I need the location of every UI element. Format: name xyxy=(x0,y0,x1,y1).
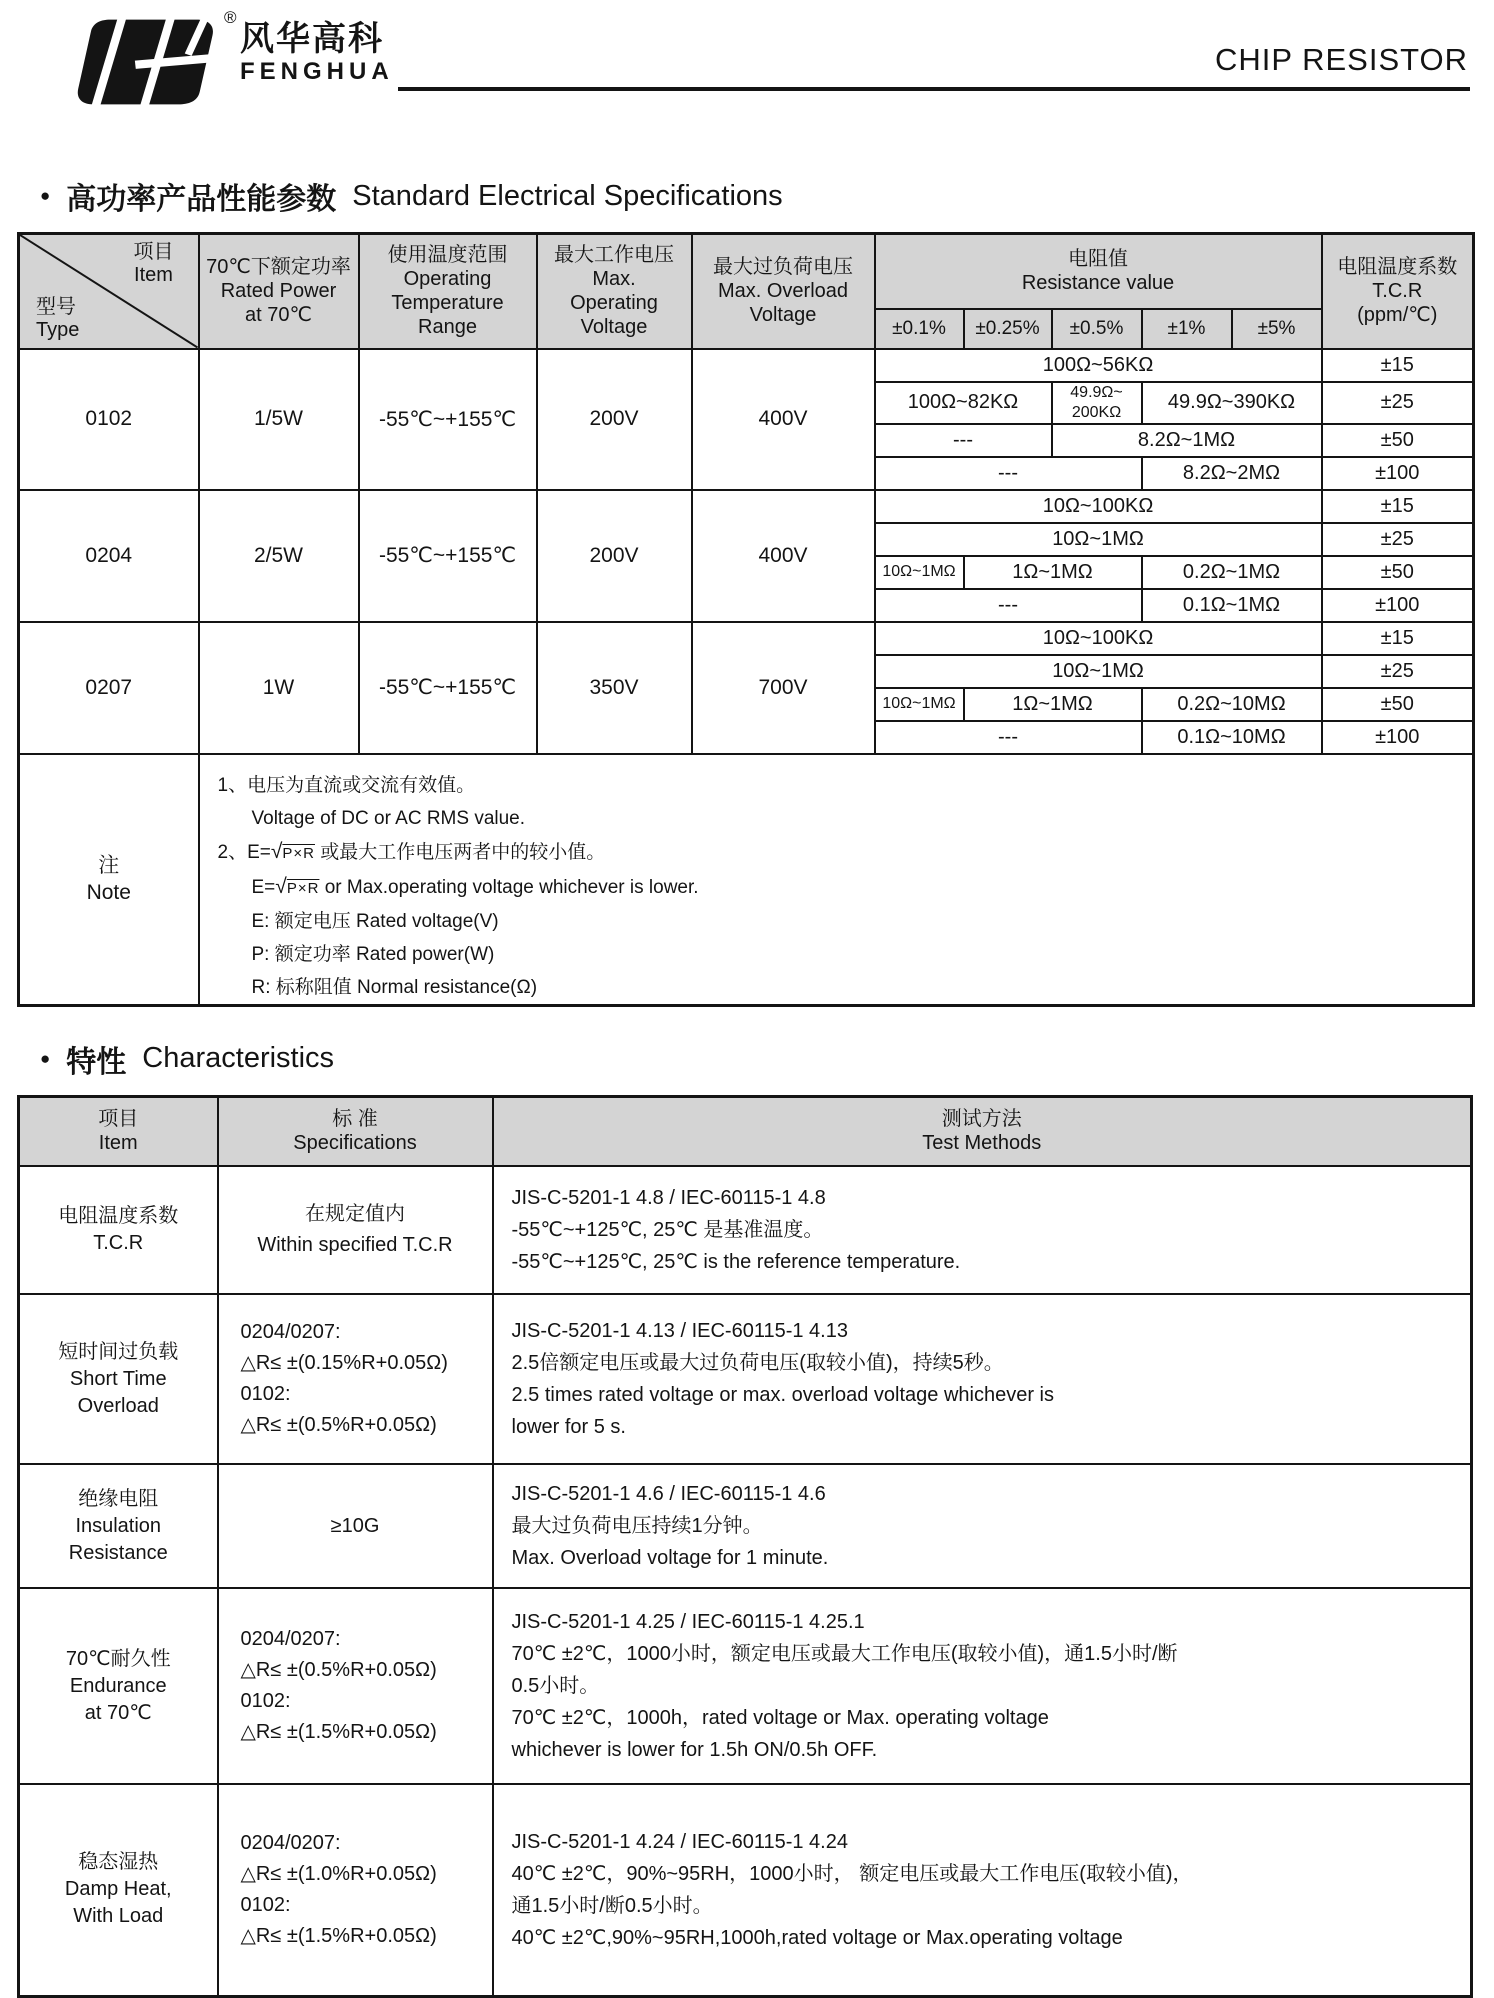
brand-name-cn: 风华高科 xyxy=(240,20,384,58)
max-overload-voltage-cell: 400V xyxy=(692,349,875,490)
header-tolerance-1: ±1% xyxy=(1142,309,1232,349)
header-tolerance-5: ±5% xyxy=(1232,309,1322,349)
char-section-title xyxy=(40,1037,1494,1081)
method-line: JIS-C-5201-1 4.25 / IEC-60115-1 4.25.1 xyxy=(511,1611,865,1633)
resistance-range-cell: 1Ω~1MΩ xyxy=(964,688,1142,721)
header-resistance-value: 电阻值 Resistance value xyxy=(875,234,1322,309)
note-line: Voltage of DC or AC RMS value. xyxy=(251,807,526,829)
characteristics-table xyxy=(17,1095,1473,1998)
tcr-value-cell: ±15 xyxy=(1322,490,1474,523)
temp-range-cell: -55℃~+155℃ xyxy=(359,622,537,754)
char-spec-cell: 0204/0207: △R≤ ±(0.15%R+0.05Ω) 0102: △R≤ ±(0.5%R+0.05Ω) xyxy=(218,1294,493,1464)
spec-row xyxy=(19,490,1474,523)
electrical-specs-table xyxy=(17,232,1475,1007)
spec-table-body xyxy=(19,349,1474,754)
char-item-cell: 70℃耐久性 Endurance at 70℃ xyxy=(19,1588,218,1784)
char-spec-cell: 在规定值内 Within specified T.C.R xyxy=(218,1166,493,1294)
note-row xyxy=(19,754,1474,1006)
sqrt-expression: √P×R xyxy=(270,839,315,863)
method-line: -55℃~+125℃, 25℃ 是基准温度。 xyxy=(511,1219,824,1241)
note-content xyxy=(199,754,1474,1006)
tcr-value-cell: ±100 xyxy=(1322,457,1474,490)
resistance-range-cell: --- xyxy=(875,457,1142,490)
char-method-cell xyxy=(493,1294,1472,1464)
resistance-range-cell: 0.1Ω~10MΩ xyxy=(1142,721,1322,754)
max-operating-voltage-cell: 200V xyxy=(537,490,692,622)
resistance-range-cell: 8.2Ω~1MΩ xyxy=(1052,424,1322,457)
tcr-value-cell: ±50 xyxy=(1322,424,1474,457)
brand-name-en: FENGHUA xyxy=(240,58,394,85)
note-label-cell: 注 Note xyxy=(19,754,199,1006)
tcr-value-cell: ±15 xyxy=(1322,622,1474,655)
method-line: 最大过负荷电压持续1分钟。 xyxy=(511,1515,763,1537)
tcr-value-cell: ±15 xyxy=(1322,349,1474,382)
type-cell: 0204 xyxy=(19,490,199,622)
method-line: lower for 5 s. xyxy=(511,1416,626,1438)
tcr-value-cell: ±100 xyxy=(1322,589,1474,622)
tcr-value-cell: ±50 xyxy=(1322,688,1474,721)
bullet-icon: ● xyxy=(40,186,51,205)
spec-row xyxy=(19,622,1474,655)
corner-type-label: 型号 Type xyxy=(36,295,80,341)
resistance-range-cell: 0.2Ω~1MΩ xyxy=(1142,556,1322,589)
spec-title-cn: 高功率产品性能参数 xyxy=(66,183,337,216)
char-spec-cell: 0204/0207: △R≤ ±(1.0%R+0.05Ω) 0102: △R≤ ±(1.5%R+0.05Ω) xyxy=(218,1784,493,1996)
resistance-range-cell: --- xyxy=(875,589,1142,622)
max-overload-voltage-cell: 400V xyxy=(692,490,875,622)
char-table-body xyxy=(19,1166,1472,1996)
method-line: whichever is lower for 1.5h ON/0.5h OFF. xyxy=(511,1739,878,1761)
spec-row xyxy=(19,349,1474,382)
resistance-range-cell: 100Ω~82KΩ xyxy=(875,382,1052,424)
resistance-range-cell: 10Ω~1MΩ xyxy=(875,655,1322,688)
note-line: R: 标称阻值 Normal resistance(Ω) xyxy=(251,976,538,998)
sqrt-expression: √P×R xyxy=(275,874,320,898)
tcr-value-cell: ±100 xyxy=(1322,721,1474,754)
max-operating-voltage-cell: 200V xyxy=(537,349,692,490)
note-line: 2、E=√P×R 或最大工作电压两者中的较小值。 xyxy=(217,839,606,863)
resistance-range-cell: 1Ω~1MΩ xyxy=(964,556,1142,589)
method-line: 2.5倍额定电压或最大过负荷电压(取较小值)，持续5秒。 xyxy=(511,1352,1004,1374)
method-line: 40℃ ±2℃，90%~95RH，1000小时， 额定电压或最大工作电压(取较小值)， xyxy=(511,1862,1193,1885)
method-line: -55℃~+125℃, 25℃ is the reference temperature. xyxy=(511,1251,961,1273)
char-row xyxy=(19,1784,1472,1996)
char-row xyxy=(19,1166,1472,1294)
method-line: 2.5 times rated voltage or max. overload voltage whichever is xyxy=(511,1384,1054,1406)
type-cell: 0207 xyxy=(19,622,199,754)
char-header-item: 项目 Item xyxy=(19,1096,218,1166)
char-spec-cell: ≥10G xyxy=(218,1464,493,1588)
char-header-specifications: 标 准 Specifications xyxy=(218,1096,493,1166)
method-line: 通1.5小时/断0.5小时。 xyxy=(511,1894,713,1917)
method-line: 0.5小时。 xyxy=(511,1675,600,1697)
tcr-value-cell: ±25 xyxy=(1322,382,1474,424)
method-line: 70℃ ±2℃，1000小时，额定电压或最大工作电压(取较小值)，通1.5小时/断 xyxy=(511,1643,1178,1665)
header-temp-range: 使用温度范围 Operating Temperature Range xyxy=(359,234,537,349)
header-tolerance-0.5: ±0.5% xyxy=(1052,309,1142,349)
method-line: JIS-C-5201-1 4.6 / IEC-60115-1 4.6 xyxy=(511,1483,826,1505)
tcr-value-cell: ±50 xyxy=(1322,556,1474,589)
method-line: JIS-C-5201-1 4.8 / IEC-60115-1 4.8 xyxy=(511,1187,826,1209)
char-row xyxy=(19,1588,1472,1784)
note-line: E=√P×R or Max.operating voltage whichever is lower. xyxy=(251,874,699,898)
char-item-cell: 稳态湿热 Damp Heat, With Load xyxy=(19,1784,218,1996)
bullet-icon: ● xyxy=(40,1048,51,1068)
resistance-range-cell: 10Ω~1MΩ xyxy=(875,688,964,721)
note-line: E: 额定电压 Rated voltage(V) xyxy=(251,910,499,932)
fenghua-logo-icon xyxy=(74,16,222,108)
method-line: JIS-C-5201-1 4.24 / IEC-60115-1 4.24 xyxy=(511,1830,848,1853)
spec-section-title xyxy=(40,174,1494,218)
registered-trademark-icon: ® xyxy=(224,8,237,27)
rated-power-cell: 1W xyxy=(199,622,359,754)
char-item-cell: 绝缘电阻 Insulation Resistance xyxy=(19,1464,218,1588)
char-method-cell xyxy=(493,1464,1472,1588)
resistance-range-cell: 49.9Ω~ 200KΩ xyxy=(1052,382,1142,424)
resistance-range-cell: 0.2Ω~10MΩ xyxy=(1142,688,1322,721)
doc-title: CHIP RESISTOR xyxy=(1214,42,1468,77)
method-line: Max. Overload voltage for 1 minute. xyxy=(511,1547,829,1569)
header-tolerance-0.1: ±0.1% xyxy=(875,309,964,349)
temp-range-cell: -55℃~+155℃ xyxy=(359,490,537,622)
char-spec-cell: 0204/0207: △R≤ ±(0.5%R+0.05Ω) 0102: △R≤ ±(1.5%R+0.05Ω) xyxy=(218,1588,493,1784)
header-max-operating-voltage: 最大工作电压 Max. Operating Voltage xyxy=(537,234,692,349)
rated-power-cell: 1/5W xyxy=(199,349,359,490)
char-row xyxy=(19,1464,1472,1588)
char-item-cell: 电阻温度系数 T.C.R xyxy=(19,1166,218,1294)
type-cell: 0102 xyxy=(19,349,199,490)
method-line: JIS-C-5201-1 4.13 / IEC-60115-1 4.13 xyxy=(511,1320,848,1342)
header-rated-power: 70℃下额定功率 Rated Power at 70℃ xyxy=(199,234,359,349)
tcr-value-cell: ±25 xyxy=(1322,655,1474,688)
spec-title-en: Standard Electrical Specifications xyxy=(352,179,783,212)
resistance-range-cell: 10Ω~1MΩ xyxy=(875,556,964,589)
resistance-range-cell: --- xyxy=(875,424,1052,457)
method-line: 40℃ ±2℃,90%~95RH,1000h,rated voltage or Max.operating voltage xyxy=(511,1926,1123,1949)
char-header-test-methods: 测试方法 Test Methods xyxy=(493,1096,1472,1166)
char-method-cell xyxy=(493,1588,1472,1784)
temp-range-cell: -55℃~+155℃ xyxy=(359,349,537,490)
max-overload-voltage-cell: 700V xyxy=(692,622,875,754)
corner-item-label: 项目 Item xyxy=(133,241,174,286)
resistance-range-cell: --- xyxy=(875,721,1142,754)
char-title-en: Characteristics xyxy=(142,1042,335,1074)
note-line: P: 额定功率 Rated power(W) xyxy=(251,943,495,965)
resistance-range-cell: 10Ω~100KΩ xyxy=(875,622,1322,655)
page-header xyxy=(0,0,1494,114)
max-operating-voltage-cell: 350V xyxy=(537,622,692,754)
tcr-value-cell: ±25 xyxy=(1322,523,1474,556)
resistance-range-cell: 10Ω~1MΩ xyxy=(875,523,1322,556)
resistance-range-cell: 10Ω~100KΩ xyxy=(875,490,1322,523)
rated-power-cell: 2/5W xyxy=(199,490,359,622)
char-row xyxy=(19,1294,1472,1464)
resistance-range-cell: 8.2Ω~2MΩ xyxy=(1142,457,1322,490)
header-max-overload-voltage: 最大过负荷电压 Max. Overload Voltage xyxy=(692,234,875,349)
char-item-cell: 短时间过负载 Short Time Overload xyxy=(19,1294,218,1464)
header-tolerance-0.25: ±0.25% xyxy=(964,309,1052,349)
brand-block xyxy=(240,20,394,86)
char-title-cn: 特性 xyxy=(66,1045,127,1079)
header-tcr: 电阻温度系数 T.C.R (ppm/℃) xyxy=(1322,234,1474,349)
header-divider xyxy=(398,87,1470,91)
resistance-range-cell: 100Ω~56KΩ xyxy=(875,349,1322,382)
method-line: 70℃ ±2℃，1000h，rated voltage or Max. operating voltage xyxy=(511,1707,1049,1729)
note-line: 1、电压为直流或交流有效值。 xyxy=(217,774,476,796)
char-method-cell xyxy=(493,1784,1472,1996)
resistance-range-cell: 49.9Ω~390KΩ xyxy=(1142,382,1322,424)
resistance-range-cell: 0.1Ω~1MΩ xyxy=(1142,589,1322,622)
corner-header-cell xyxy=(19,234,199,349)
char-method-cell xyxy=(493,1166,1472,1294)
